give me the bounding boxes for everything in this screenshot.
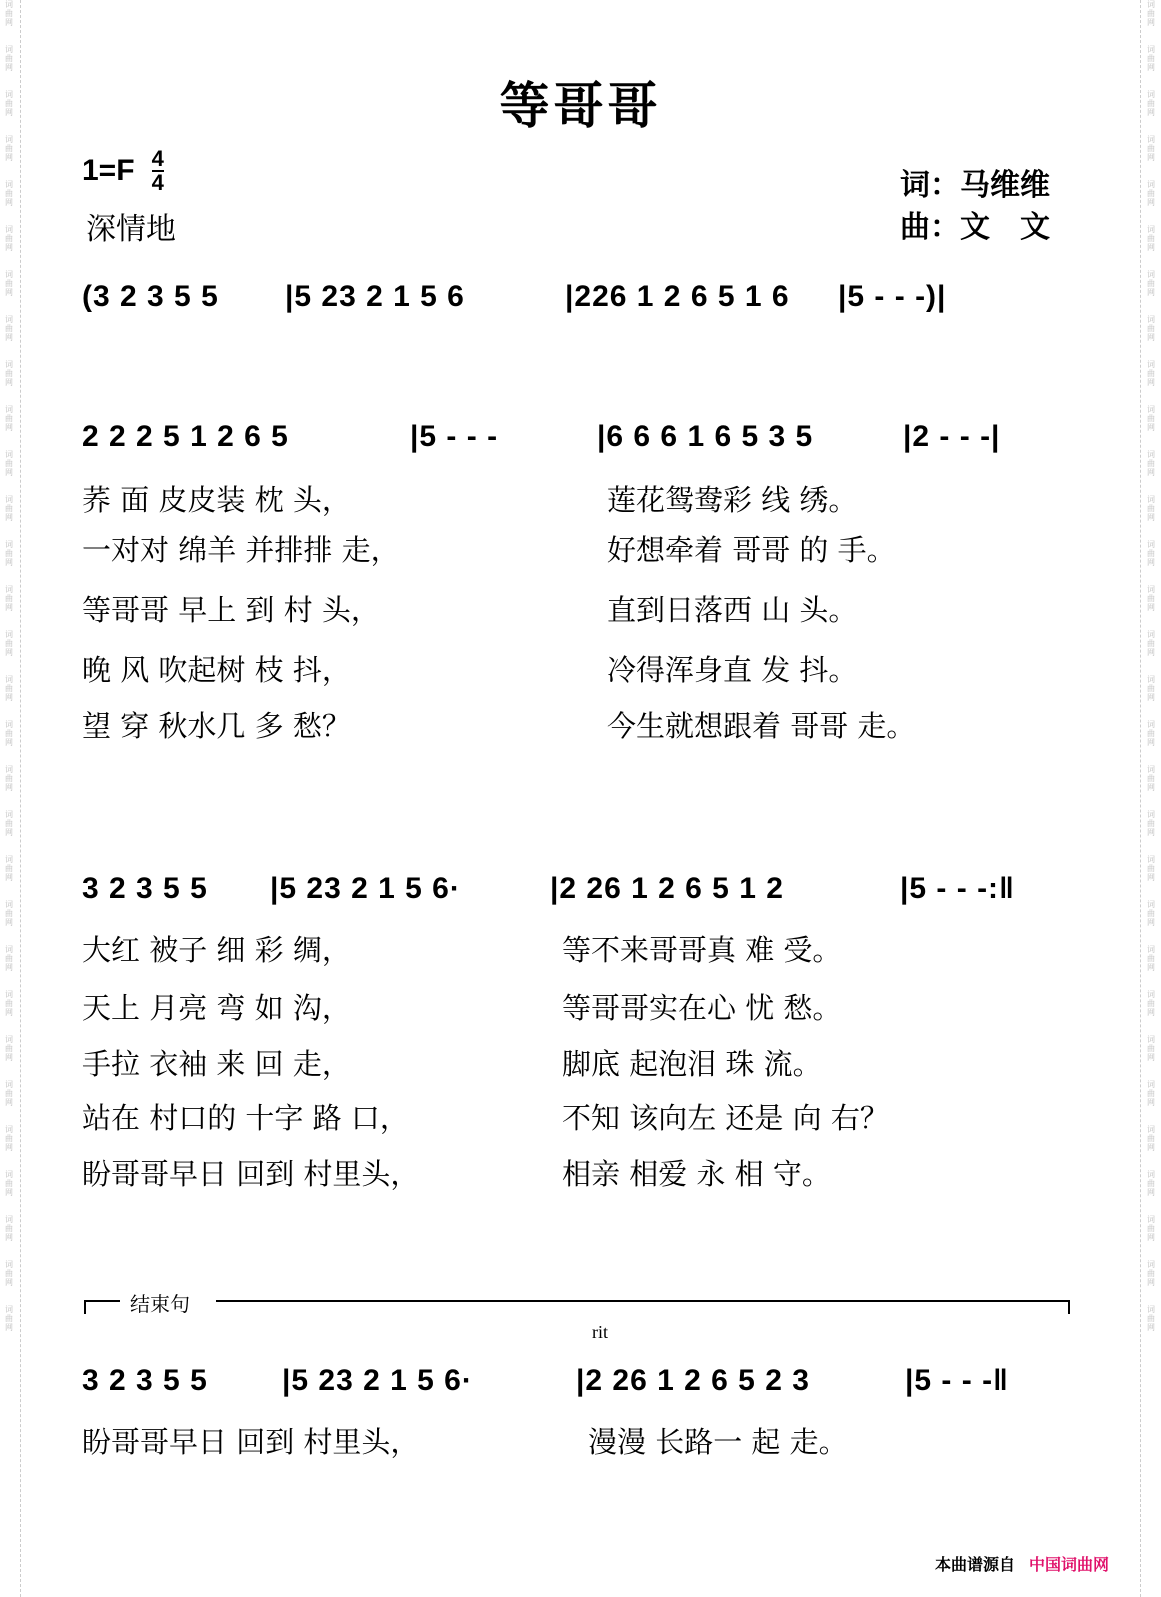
s2-lyric-1b: 等不来哥哥真 难 受。	[562, 933, 842, 967]
s2-lyric-2b: 等哥哥实在心 忧 愁。	[562, 991, 842, 1025]
s1-lyric-2b: 好想牵着 哥哥 的 手。	[607, 533, 896, 567]
watermark-left: 词 曲 网 词 曲 网 词 曲 网 词 曲 网 词 曲 网 词 曲 网 词 曲 网 词 曲 网 词 曲 网 词 曲 网 词 曲 网 词 曲 网 词 曲 网 词 曲 网 词 曲 网 词 曲 网 词 曲 网 词 曲 网 词 曲 网 词 曲 网 词 曲 网 词 曲 网 词 曲 网 词 曲 网 词 曲 网 词 曲 网 词 曲 网 词 曲 网 词 曲 网 词 曲 网	[5, 0, 13, 1332]
s2-measure-3: |2 26 1 2 6 5 1 2	[550, 872, 784, 905]
end-measure-3: |2 26 1 2 6 5 2 3	[576, 1364, 810, 1397]
watermark-right: 词 曲 网 词 曲 网 词 曲 网 词 曲 网 词 曲 网 词 曲 网 词 曲 网 词 曲 网 词 曲 网 词 曲 网 词 曲 网 词 曲 网 词 曲 网 词 曲 网 词 曲 网 词 曲 网 词 曲 网 词 曲 网 词 曲 网 词 曲 网 词 曲 网 词 曲 网 词 曲 网 词 曲 网 词 曲 网 词 曲 网 词 曲 网 词 曲 网 词 曲 网 词 曲 网	[1147, 0, 1155, 1332]
intro-measure-1: (3 2 3 5 5	[82, 280, 219, 313]
end-measure-2: |5 23 2 1 5 6·	[282, 1364, 473, 1397]
end-measure-1: 3 2 3 5 5	[82, 1364, 208, 1397]
ending-bracket-left-line	[84, 1300, 120, 1302]
s1-lyric-3b: 直到日落西 山 头。	[607, 593, 858, 627]
s2-lyric-4b: 不知 该向左 还是 向 右？	[562, 1101, 889, 1135]
end-lyric-b: 漫漫 长路一 起 走。	[588, 1425, 848, 1459]
s1-lyric-4b: 冷得浑身直 发 抖。	[607, 653, 858, 687]
s2-measure-1: 3 2 3 5 5	[82, 872, 208, 905]
s1-measure-3: |6 6 6 1 6 5 3 5	[597, 420, 814, 453]
s1-measure-2: |5 - - -	[410, 420, 499, 453]
ending-bracket-left-tick	[84, 1300, 86, 1314]
s1-lyric-1a: 荞 面 皮皮装 枕 头，	[82, 483, 351, 517]
end-measure-4: |5 - - -‖	[905, 1364, 1009, 1397]
time-bottom: 4	[151, 170, 164, 195]
s1-measure-4: |2 - - -|	[903, 420, 1001, 453]
intro-measure-4: |5 - - -)|	[838, 280, 947, 313]
s2-measure-4: |5 - - -:‖	[900, 872, 1015, 905]
s1-lyric-4a: 晚 风 吹起树 枝 抖，	[82, 653, 351, 687]
intro-measure-3: |226 1 2 6 5 1 6	[565, 280, 790, 313]
s2-lyric-2a: 天上 月亮 弯 如 沟，	[82, 991, 351, 1025]
key-label: 1=F	[82, 154, 135, 187]
left-margin-line	[20, 0, 22, 1597]
intro-measure-2: |5 23 2 1 5 6	[285, 280, 465, 313]
s2-lyric-3a: 手拉 衣袖 来 回 走，	[82, 1047, 351, 1081]
composer: 曲：文 文	[900, 210, 1050, 245]
song-title: 等哥哥	[499, 76, 662, 135]
s1-lyric-2a: 一对对 绵羊 并排排 走，	[82, 533, 400, 567]
s2-measure-2: |5 23 2 1 5 6·	[270, 872, 461, 905]
s1-lyric-3a: 等哥哥 早上 到 村 头，	[82, 593, 380, 627]
s2-lyric-5b: 相亲 相爱 永 相 守。	[562, 1157, 831, 1191]
s1-measure-1: 2 2 2 5 1 2 6 5	[82, 420, 289, 453]
time-top: 4	[151, 146, 164, 171]
s2-lyric-1a: 大红 被子 细 彩 绸，	[82, 933, 351, 967]
s2-lyric-4a: 站在 村口的 十字 路 口，	[82, 1101, 409, 1135]
right-margin-line	[1140, 0, 1142, 1597]
ending-bracket-right-line	[216, 1300, 1070, 1302]
ending-label: 结束句	[130, 1292, 190, 1316]
s1-lyric-1b: 莲花鸳鸯彩 线 绣。	[607, 483, 858, 517]
ending-bracket-right-tick	[1068, 1300, 1070, 1314]
footer-site-link[interactable]: 中国词曲网	[1028, 1555, 1109, 1574]
key-signature	[82, 148, 164, 194]
s2-lyric-3b: 脚底 起泡泪 珠 流。	[562, 1047, 822, 1081]
rit-marking: rit	[592, 1322, 608, 1342]
s1-lyric-5a: 望 穿 秋水几 多 愁？	[82, 709, 351, 743]
end-lyric-a: 盼哥哥早日 回到 村里头，	[82, 1425, 420, 1459]
s1-lyric-5b: 今生就想跟着 哥哥 走。	[607, 709, 916, 743]
time-signature	[152, 148, 164, 194]
expression-mark: 深情地	[86, 212, 176, 247]
footer-source: 本曲谱源自	[934, 1555, 1015, 1574]
s2-lyric-5a: 盼哥哥早日 回到 村里头，	[82, 1157, 420, 1191]
lyricist: 词：马维维	[900, 168, 1050, 203]
footer	[935, 1552, 1109, 1575]
